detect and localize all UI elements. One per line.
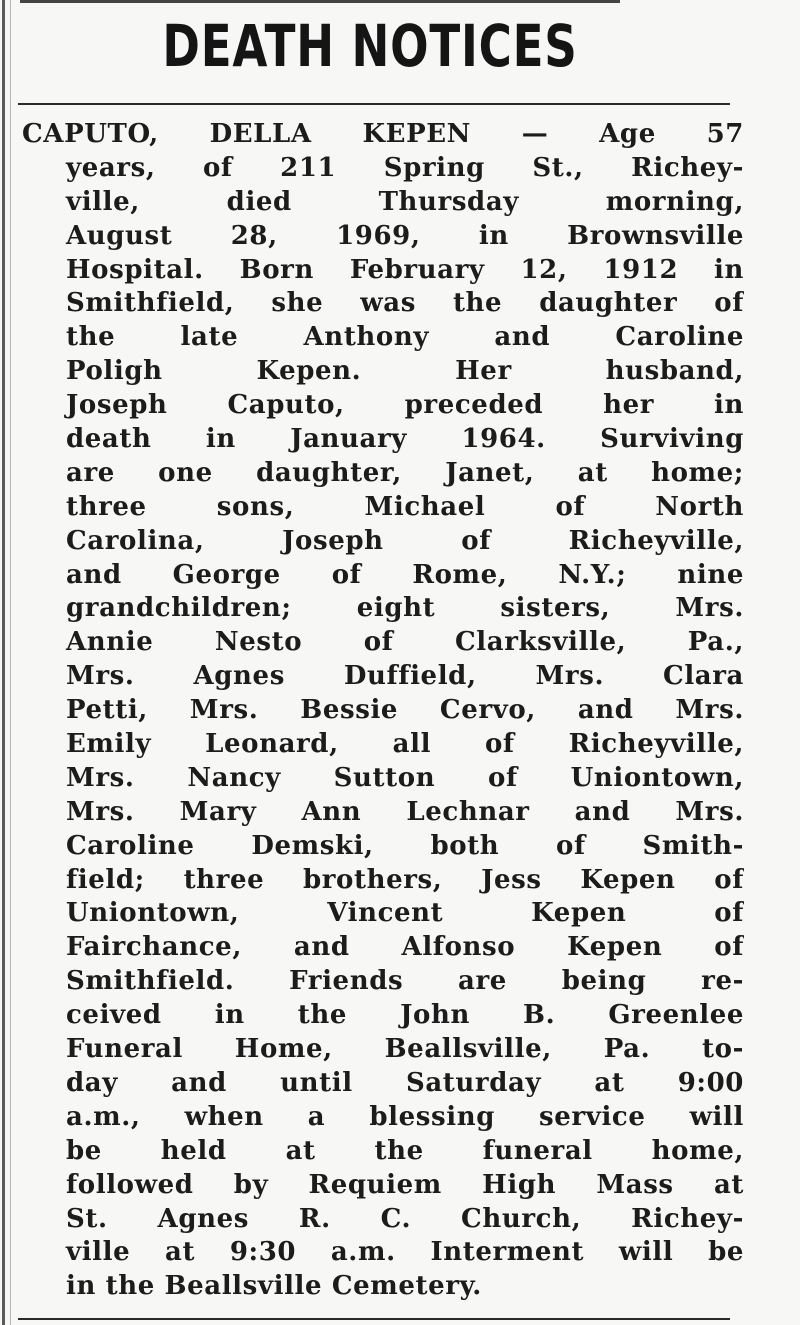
top-cut-rule — [20, 0, 620, 3]
title-divider — [18, 103, 730, 105]
notice-line: Mrs. Nancy Sutton of Uniontown, — [66, 762, 744, 793]
notice-line: and George of Rome, N.Y.; nine — [66, 559, 744, 590]
notice-line: Smithfield. Friends are being re- — [66, 966, 744, 997]
bottom-divider — [18, 1318, 730, 1320]
notice-line: Fairchance, and Alfonso Kepen of — [66, 932, 744, 963]
death-notice — [22, 118, 744, 1304]
notice-line: August 28, 1969, in Brownsville — [66, 220, 744, 251]
notice-line: Poligh Kepen. Her husband, — [66, 356, 744, 387]
notice-line-headline: CAPUTO, DELLA KEPEN — Age 57 — [22, 119, 744, 149]
notice-line: Mrs. Mary Ann Lechnar and Mrs. — [66, 796, 744, 827]
notice-line-last: in the Beallsville Cemetery. — [66, 1271, 482, 1302]
notice-line: day and until Saturday at 9:00 — [66, 1067, 744, 1098]
notice-line: St. Agnes R. C. Church, Richey- — [66, 1203, 744, 1234]
notice-line: death in January 1964. Surviving — [66, 424, 744, 455]
notice-line: Emily Leonard, all of Richeyville, — [66, 729, 744, 760]
notice-line: three sons, Michael of North — [66, 491, 744, 522]
notice-line: Funeral Home, Beallsville, Pa. to- — [66, 1034, 744, 1065]
notice-line: Carolina, Joseph of Richeyville, — [66, 525, 744, 556]
notice-line: ville, died Thursday morning, — [66, 186, 744, 217]
notice-line: field; three brothers, Jess Kepen of — [66, 864, 744, 895]
notice-line: Annie Nesto of Clarksville, Pa., — [66, 627, 744, 658]
clipping-column-line — [10, 0, 11, 1325]
notice-line: Hospital. Born February 12, 1912 in — [66, 254, 744, 285]
notice-line: grandchildren; eight sisters, Mrs. — [66, 593, 744, 624]
notice-line: the late Anthony and Caroline — [66, 322, 744, 353]
notice-line: followed by Requiem High Mass at — [66, 1169, 744, 1200]
notice-line: Caroline Demski, both of Smith- — [66, 830, 744, 861]
notice-line: are one daughter, Janet, at home; — [66, 457, 744, 488]
notice-line: be held at the funeral home, — [66, 1135, 744, 1166]
notice-line: ville at 9:30 a.m. Interment will be — [66, 1237, 744, 1268]
notice-line: years, of 211 Spring St., Richey- — [66, 152, 744, 183]
notice-line: Joseph Caputo, preceded her in — [66, 390, 744, 421]
notice-line: Mrs. Agnes Duffield, Mrs. Clara — [66, 661, 744, 692]
section-title: DEATH NOTICES — [162, 12, 578, 80]
clipping-left-edge — [2, 0, 5, 1325]
notice-line: a.m., when a blessing service will — [66, 1101, 744, 1132]
notice-line: Petti, Mrs. Bessie Cervo, and Mrs. — [66, 695, 744, 726]
notice-line: Smithfield, she was the daughter of — [66, 288, 744, 319]
notice-line: ceived in the John B. Greenlee — [66, 1000, 744, 1031]
notice-line: Uniontown, Vincent Kepen of — [66, 898, 744, 929]
